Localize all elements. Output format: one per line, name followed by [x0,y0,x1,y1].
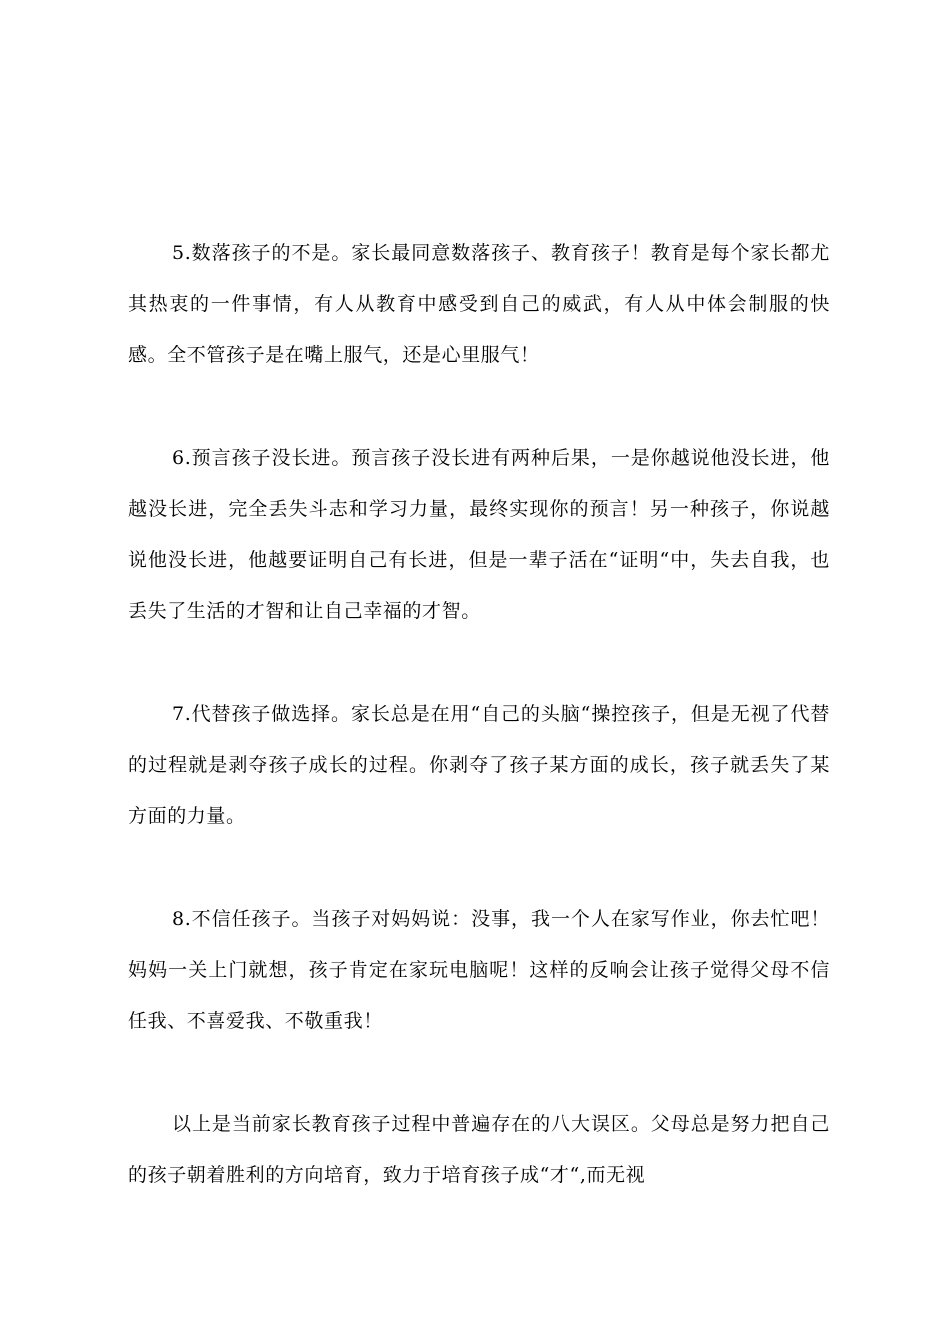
paragraph-item-5: 5.数落孩子的不是。家长最同意数落孩子、教育孩子！教育是每个家长都尤其热衷的一件事情，有人从教育中感受到自己的威武，有人从中体会制服的快感。全不管孩子是在嘴上服气，还是心里服气！ [128,242,830,366]
paragraph-item-6: 6.预言孩子没长进。预言孩子没长进有两种后果，一是你越说他没长进，他越没长进，完全丢失斗志和学习力量，最终实现你的预言！另一种孩子，你说越说他没长进，他越要证明自己有长进，但是一辈子活在“证明“中，失去自我，也丢失了生活的才智和让自己幸福的才智。 [128,447,830,622]
document-body [128,228,830,1253]
paragraph-summary: 以上是当前家长教育孩子过程中普遍存在的八大误区。父母总是努力把自己的孩子朝着胜利的方向培育，致力于培育孩子成“才“,而无视 [128,1113,830,1186]
paragraph-item-7: 7.代替孩子做选择。家长总是在用“自己的头脑“操控孩子，但是无视了代替的过程就是剥夺孩子成长的过程。你剥夺了孩子某方面的成长，孩子就丢失了某方面的力量。 [128,703,830,827]
paragraph-item-8: 8.不信任孩子。当孩子对妈妈说：没事，我一个人在家写作业，你去忙吧！妈妈一关上门就想，孩子肯定在家玩电脑呢！这样的反响会让孩子觉得父母不信任我、不喜爱我、不敬重我！ [128,908,830,1032]
